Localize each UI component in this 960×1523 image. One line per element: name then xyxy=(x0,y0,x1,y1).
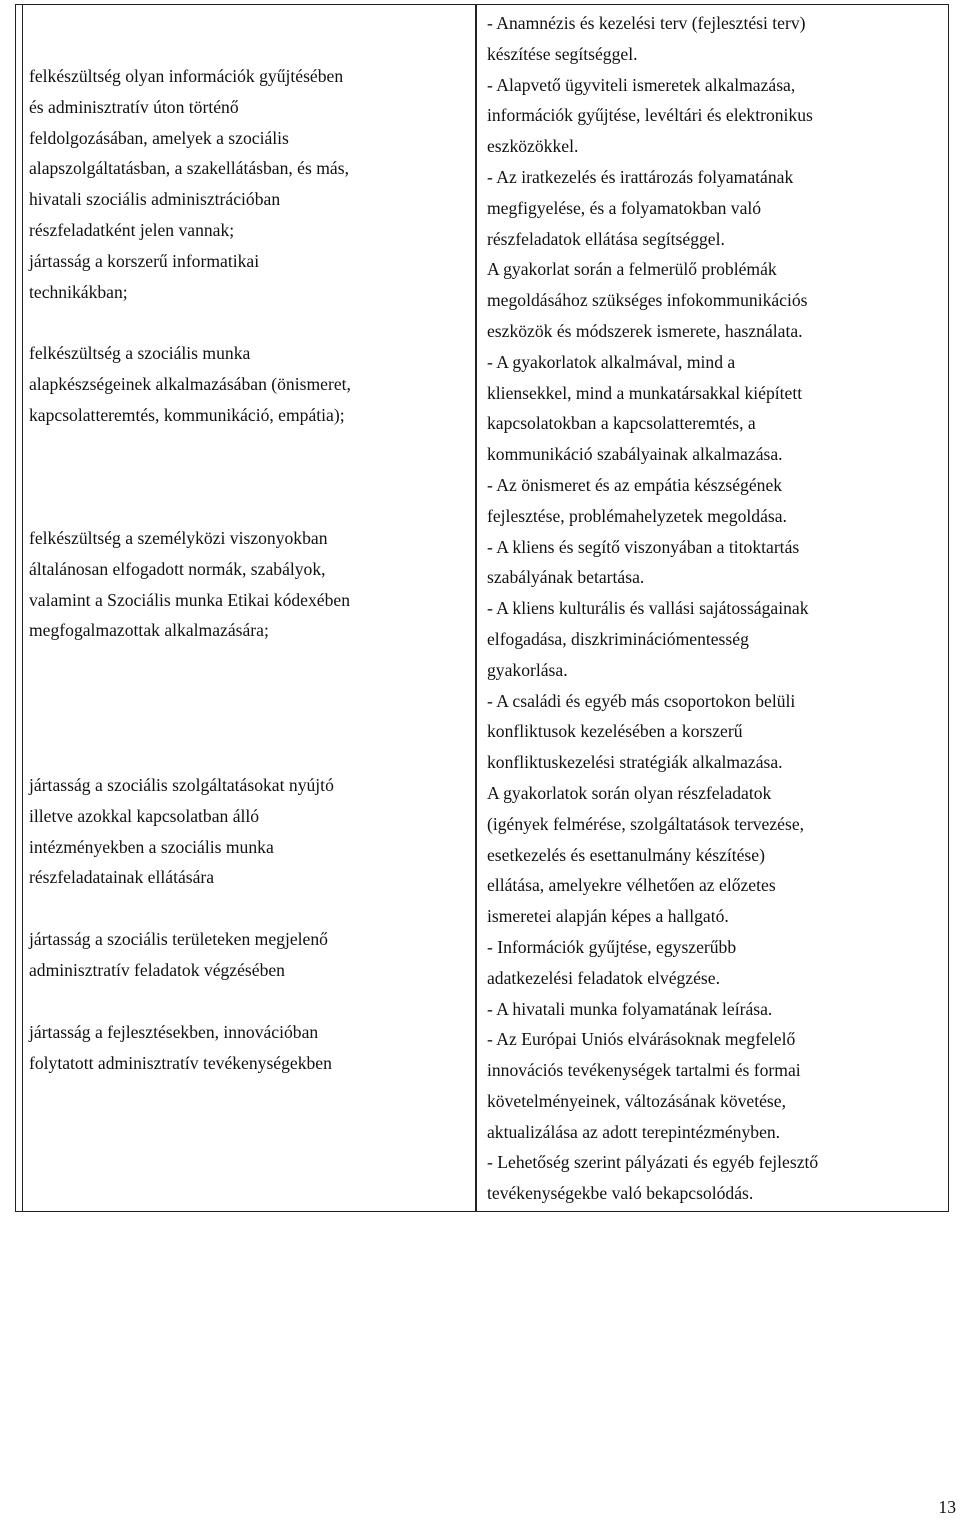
text-line: adatkezelési feladatok elvégzése. xyxy=(487,967,720,988)
text-line: - Információk gyűjtése, egyszerűbb xyxy=(487,936,737,957)
text-line: aktualizálása az adott terepintézményben. xyxy=(487,1121,781,1142)
text-line: innovációs tevékenységek tartalmi és formai xyxy=(487,1060,801,1081)
text-line: készítése segítséggel. xyxy=(487,43,638,64)
text-line: fejlesztése, problémahelyzetek megoldása. xyxy=(487,505,787,526)
text-line: eszközök és módszerek ismerete, használata. xyxy=(487,320,803,341)
text-line: - Lehetőség szerint pályázati és egyéb fejlesztő xyxy=(487,1152,819,1173)
text-line: folytatott adminisztratív tevékenységekben xyxy=(29,1052,332,1073)
text-line: - Alapvető ügyviteli ismeretek alkalmazása, xyxy=(487,74,796,95)
text-line: megfigyelése, és a folyamatokban való xyxy=(487,197,762,218)
text-line: technikákban; xyxy=(29,281,128,302)
column-divider xyxy=(475,5,477,1211)
text-line: részfeladatként jelen vannak; xyxy=(29,219,235,240)
text-line: jártasság a szociális szolgáltatásokat nyújtó xyxy=(29,775,334,795)
competency-paragraph xyxy=(29,770,334,893)
text-line: kapcsolatokban a kapcsolatteremtés, a xyxy=(487,413,756,434)
competency-table xyxy=(15,4,949,1212)
competency-paragraph xyxy=(29,924,328,986)
text-line: és adminisztratív úton történő xyxy=(29,96,239,117)
text-line: általánosan elfogadott normák, szabályok, xyxy=(29,558,326,579)
text-line: tevékenységekbe való bekapcsolódás. xyxy=(487,1183,754,1204)
text-line: ellátása, amelyekre vélhetően az előzetes xyxy=(487,875,776,896)
competency-paragraph xyxy=(29,338,351,430)
text-line: eszközökkel. xyxy=(487,136,579,157)
text-line: felkészültség a személyközi viszonyokban xyxy=(29,528,328,548)
text-line: - Anamnézis és kezelési terv (fejlesztési terv) xyxy=(487,13,806,33)
text-line: jártasság a fejlesztésekben, innovációban xyxy=(29,1022,319,1042)
text-line: intézményekben a szociális munka xyxy=(29,836,274,857)
text-line: A gyakorlatok során olyan részfeladatok xyxy=(487,782,772,803)
competency-paragraph xyxy=(29,1017,332,1079)
text-line: megoldásához szükséges infokommunikációs xyxy=(487,290,808,311)
text-line: - Az önismeret és az empátia készségének xyxy=(487,474,783,495)
text-line: jártasság a szociális területeken megjelenő xyxy=(29,929,328,949)
text-line: felkészültség olyan információk gyűjtésében xyxy=(29,66,344,86)
table-left-strip xyxy=(16,5,23,1211)
text-line: - A hivatali munka folyamatának leírása. xyxy=(487,998,773,1019)
text-line: konfliktusok kezelésében a korszerű xyxy=(487,721,743,742)
text-line: - A családi és egyéb más csoportokon belüli xyxy=(487,690,796,711)
text-line: adminisztratív feladatok végzésében xyxy=(29,959,285,980)
text-line: alapszolgáltatásban, a szakellátásban, és más, xyxy=(29,158,349,179)
text-line: alapkészségeinek alkalmazásában (önismeret, xyxy=(29,373,351,394)
page-number: 13 xyxy=(938,1497,956,1517)
text-line: jártasság a korszerű informatikai xyxy=(29,251,260,271)
text-line: kommunikáció szabályainak alkalmazása. xyxy=(487,444,783,465)
competency-paragraph xyxy=(29,61,349,246)
text-line: valamint a Szociális munka Etikai kódexében xyxy=(29,589,350,610)
text-line: - A gyakorlatok alkalmával, mind a xyxy=(487,351,736,372)
text-line: kapcsolatteremtés, kommunikáció, empátia); xyxy=(29,404,345,425)
text-line: - A kliens kulturális és vallási sajátosságainak xyxy=(487,598,809,619)
text-line: illetve azokkal kapcsolatban álló xyxy=(29,805,260,826)
text-line: A gyakorlat során a felmerülő problémák xyxy=(487,259,777,280)
text-line: - Az Európai Uniós elvárásoknak megfelelő xyxy=(487,1029,796,1050)
text-line: részfeladatok ellátása segítséggel. xyxy=(487,228,725,249)
text-line: esetkezelés és esettanulmány készítése) xyxy=(487,844,765,865)
text-line: ismeretei alapján képes a hallgató. xyxy=(487,906,729,927)
text-line: megfogalmazottak alkalmazására; xyxy=(29,620,269,641)
text-line: kliensekkel, mind a munkatársakkal kiépített xyxy=(487,382,803,403)
text-line: elfogadása, diszkriminációmentesség xyxy=(487,628,749,649)
competency-paragraph xyxy=(29,523,350,646)
text-line: - Az iratkezelés és irattározás folyamatának xyxy=(487,166,794,187)
text-line: feldolgozásában, amelyek a szociális xyxy=(29,127,289,148)
text-line: felkészültség a szociális munka xyxy=(29,343,251,363)
text-line: gyakorlása. xyxy=(487,659,568,680)
text-line: követelményeinek, változásának követése, xyxy=(487,1090,786,1111)
text-line: hivatali szociális adminisztrációban xyxy=(29,189,281,210)
text-line: információk gyűjtése, levéltári és elektronikus xyxy=(487,105,813,126)
text-line: (igények felmérése, szolgáltatások tervezése, xyxy=(487,813,805,834)
text-line: konfliktuskezelési stratégiák alkalmazása. xyxy=(487,752,783,773)
text-line: részfeladatainak ellátására xyxy=(29,867,215,888)
text-line: - A kliens és segítő viszonyában a titoktartás xyxy=(487,536,800,557)
text-line: szabályának betartása. xyxy=(487,567,645,588)
competency-paragraph xyxy=(29,246,259,308)
